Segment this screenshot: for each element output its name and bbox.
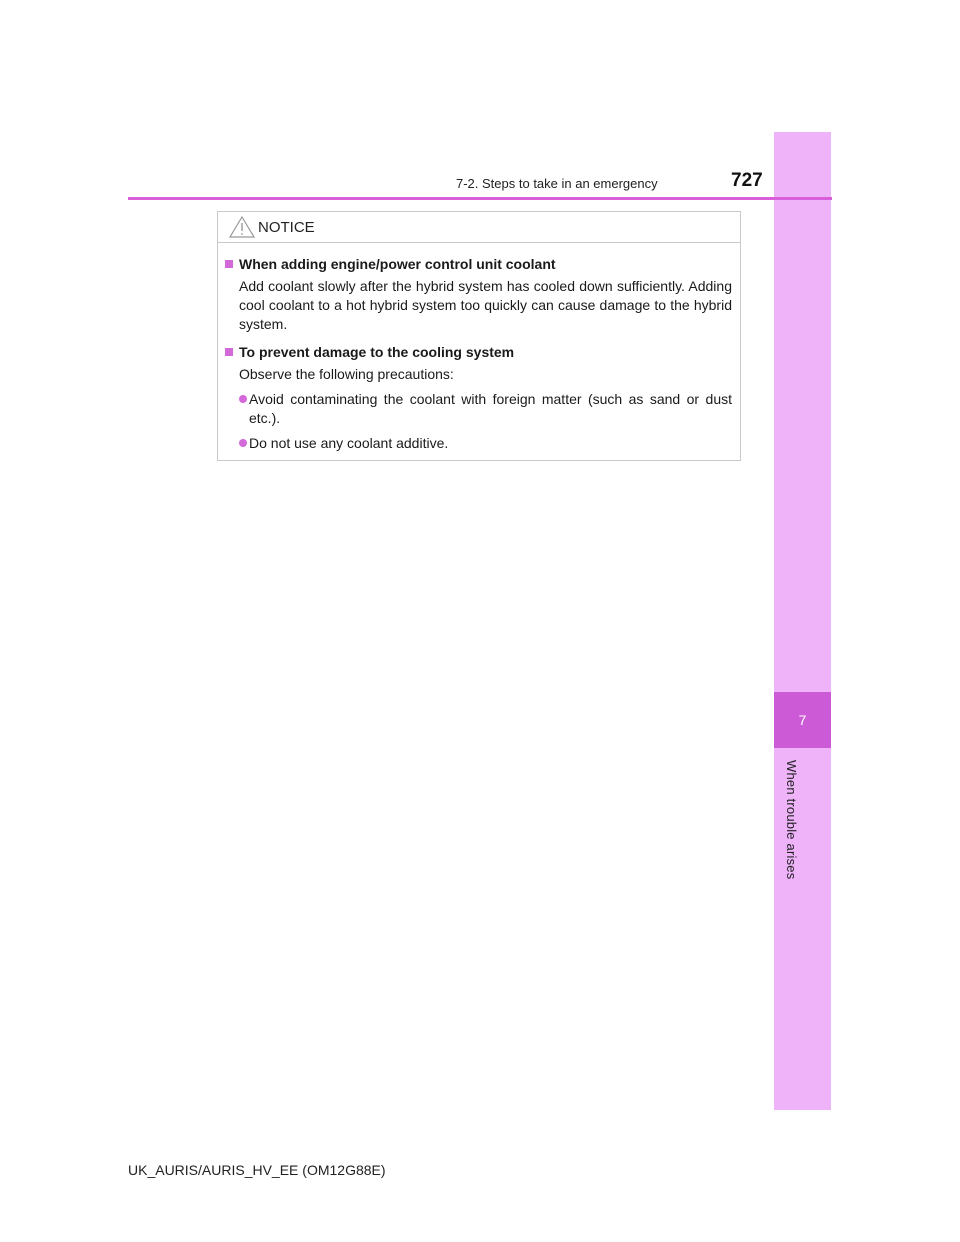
header-rule xyxy=(128,197,832,200)
bullet-item: Do not use any coolant additive. xyxy=(224,434,732,453)
item-heading: To prevent damage to the cooling system xyxy=(224,343,732,362)
document-code: UK_AURIS/AURIS_HV_EE (OM12G88E) xyxy=(128,1162,386,1178)
square-bullet-icon xyxy=(225,348,233,356)
notice-box xyxy=(217,211,741,461)
notice-body xyxy=(218,243,740,453)
page-number: 727 xyxy=(731,170,763,191)
notice-header xyxy=(218,212,740,243)
item-text: Observe the following precautions: xyxy=(239,366,454,382)
chapter-number: 7 xyxy=(798,712,807,728)
round-bullet-icon xyxy=(239,395,247,403)
section-title: 7-2. Steps to take in an emergency xyxy=(456,176,658,191)
round-bullet-icon xyxy=(239,439,247,447)
notice-title: NOTICE xyxy=(258,219,315,236)
item-heading: When adding engine/power control unit coolant xyxy=(224,255,732,274)
square-bullet-icon xyxy=(225,260,233,268)
chapter-number-box xyxy=(774,692,831,748)
item-text: Add coolant slowly after the hybrid system has cooled down sufficiently. Adding cool coolant to a hot hybrid system too quickly can cause damage to the hybrid system. xyxy=(239,278,732,332)
bullet-item: Avoid contaminating the coolant with foreign matter (such as sand or dust etc.). xyxy=(224,390,732,428)
warning-triangle-icon xyxy=(229,216,255,238)
chapter-label: When trouble arises xyxy=(784,760,799,880)
chapter-side-tab xyxy=(774,132,831,1110)
